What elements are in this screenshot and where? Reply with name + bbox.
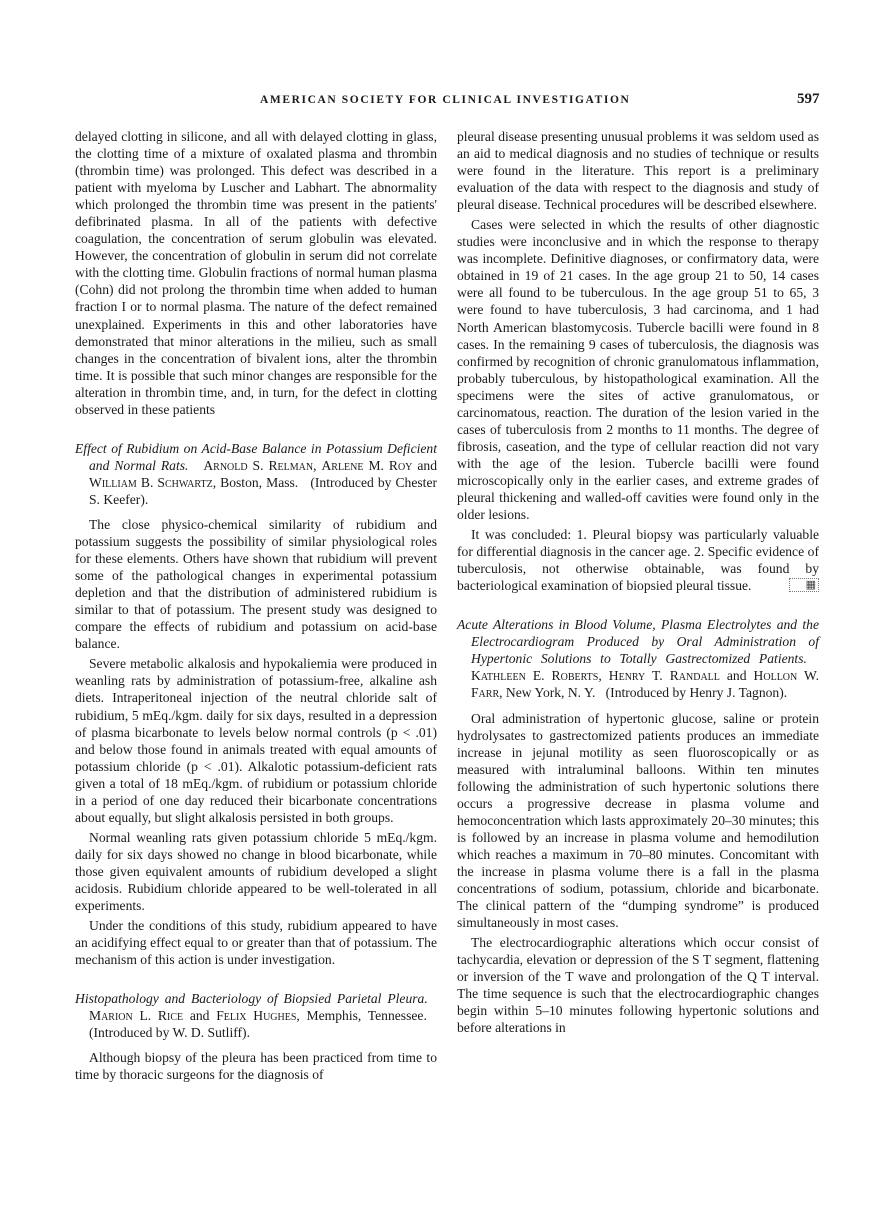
author-location: , New York, N. Y. xyxy=(499,685,596,701)
body-paragraph: The close physico-chemical similarity of rubidium and potassium suggests the possibility of similar physiological roles for these elements. Others have shown that rubidium will prevent some of the pathological changes in experimental potassium depletion and that the distribution of administered rubidium is similar to that of potassium. The present study was designed to compare the effects of rubidium and potassium on acid-base balance. xyxy=(75,516,437,652)
introduced-by: (Introduced by Henry J. Tagnon). xyxy=(605,685,788,701)
introduced-by: (Introduced by W. D. Sutliff). xyxy=(89,1025,250,1041)
article-heading-blood-volume xyxy=(457,616,819,701)
article-title: Acute Alterations in Blood Volume, Plasma Electrolytes and the Electrocardiogram Produced by Oral Administration of Hypertonic Solutions to Totally Gastrectomized Patients. xyxy=(457,617,819,667)
continued-paragraph: pleural disease presenting unusual problems it was seldom used as an aid to medical diagnosis and no studies of technique or results were found in the literature. This report is a preliminary evaluation of the data with respect to the diagnosis and study of pleural disease. Technical procedures will be described elsewhere. xyxy=(457,129,819,213)
author: Hollon W. Farr xyxy=(471,668,819,701)
body-paragraph: Normal weanling rats given potassium chloride 5 mEq./kgm. daily for six days showed no change in blood bicarbonate, while those given equivalent amounts of rubidium developed a slight acidosis. Rubidium chloride appeared to be well-tolerated in all experiments. xyxy=(75,829,437,914)
author: Marion L. Rice xyxy=(89,1008,184,1024)
author-separator: and xyxy=(719,668,754,684)
body-paragraph: Under the conditions of this study, rubidium appeared to have an acidifying effect equal to or greater than that of potassium. The mechanism of this action is under investigation. xyxy=(75,918,437,968)
author-location: , Boston, Mass. xyxy=(212,474,299,490)
body-paragraph: Cases were selected in which the results of other diagnostic studies were inconclusive and in which the response to therapy was incomplete. Definitive diagnoses, or confirmatory data, were obtained in 19 of 21 cases. In the age group 21 to 50, 14 cases were all found to be tuberculous. In the age group 51 to 65, 3 were found to have tuberculosis, 3 had carcinoma, and 1 had North American blastomycosis. Tubercle bacilli were found in 8 cases. In the remaining 9 cases of tuberculosis, the diagnosis was confirmed by recognition of chronic granulomatous inflammation, probably tuberculous, by histopathological examination. All the specimens were the sites of active granulomatous, or carcinomatous, reaction. The duration of the lesion varied in the cases of tuberculosis from 2 months to 11 months. The degree of fibrosis, caseation, and the type of cellular reaction did not vary with the age of the lesion. Tubercle bacilli were found microscopically only in the earlier cases, and extreme grades of pleural thickening and walled-off cavities were found only in the older lesions. xyxy=(457,217,819,523)
article-title: Histopathology and Bacteriology of Biopsied Parietal Pleura. xyxy=(75,991,428,1007)
running-title: AMERICAN SOCIETY FOR CLINICAL INVESTIGATION xyxy=(260,94,631,106)
author: William B. Schwartz xyxy=(89,474,213,490)
body-paragraph xyxy=(457,526,819,594)
conclusion-text: It was concluded: 1. Pleural biopsy was particularly valuable for differential diagnosis in the cancer age. 2. Specific evidence of tuberculosis, not otherwise obtainable, was found by bacteriological examination of biopsied pleural tissue. xyxy=(457,527,819,594)
author: Arnold S. Relman xyxy=(203,457,314,473)
left-column xyxy=(75,128,437,1086)
body-paragraph: The electrocardiographic alterations which occur consist of tachycardia, elevation or depression of the S T segment, flattening or inversion of the T wave and prolongation of the Q T interval. The time sequence is such that the electrocardiographic changes begin within 5–10 minutes following hypertonic solutions and before alterations in xyxy=(457,935,819,1036)
author: Henry T. Randall xyxy=(608,668,720,684)
article-heading-rubidium xyxy=(75,440,437,508)
running-head xyxy=(0,91,880,112)
introduced-by: (Introduced by Chester S. Keefer). xyxy=(89,474,438,507)
author-separator: and xyxy=(412,457,437,473)
page-number: 597 xyxy=(797,91,820,107)
author-separator: and xyxy=(183,1008,217,1024)
body-paragraph: Although biopsy of the pleura has been practiced from time to time by thoracic surgeons for the diagnosis of xyxy=(75,1050,437,1083)
author: Felix Hughes xyxy=(216,1008,297,1024)
author-separator: , xyxy=(313,457,322,473)
author-separator: , xyxy=(598,668,609,684)
right-column xyxy=(457,128,819,1039)
author: Arlene M. Roy xyxy=(321,457,413,473)
author-location: , Memphis, Tennessee. xyxy=(296,1008,427,1024)
end-of-article-mark-icon: ▦ xyxy=(789,578,819,592)
article-heading-pleura xyxy=(75,990,437,1041)
body-paragraph: Severe metabolic alkalosis and hypokaliemia were produced in weanling rats by administration of potassium-free, alkaline ash diets. Intraperitoneal injection of the neutral chloride salt of rubidium, 5 mEq./kgm. daily for six days, resulted in a depression of plasma bicarbonate to levels below normal controls (p < .01) and below those found in animals treated with equal amounts of potassium chloride (p < .01). Alkalotic potassium-deficient rats given a total of 18 mEq./kgm. of rubidium or potassium chloride in a period of one day reduced their bicarbonate concentrations about equally, but slight alkalosis persisted in both groups. xyxy=(75,656,437,825)
body-paragraph: Oral administration of hypertonic glucose, saline or protein hydrolysates to gastrectomized patients produces an immediate increase in jejunal motility as seen fluoroscopically or as measured with intraluminal balloons. Within ten minutes following the administration of such hypertonic solutions there occurs a progressive decrease in plasma volume and hemoconcentration which lasts approximately 20–30 minutes; this is followed by an increase in plasma volume and hemodilution which reaches a maximum in 70–80 minutes. Concomitant with the increase in plasma volume there is a fall in the plasma concentrations of sodium, potassium, chloride and bicarbonate. The clinical pattern of the “dumping syndrome” is produced simultaneously in most cases. xyxy=(457,710,819,931)
continued-paragraph: delayed clotting in silicone, and all with delayed clotting in glass, the clotting time of a mixture of oxalated plasma and thrombin (thrombin time) was prolonged. This defect was described in a patient with myeloma by Luscher and Labhart. The abnormality which prolonged the thrombin time was present in the patients' defibrinated plasma. In all of the patients with defective coagulation, the concentration of serum globulin was elevated. However, the concentration of globulin in serum did not correlate with the clotting time. Globulin fractions of normal human plasma (Cohn) did not prolong the thrombin time when added to human fraction I or to normal plasma. The nature of the defect remained unexplained. Experiments in this and other laboratories have demonstrated that minor alterations in the milieu, such as small changes in the concentration of bivalent ions, alter the thrombin time. It is possible that such minor changes are responsible for the alteration in thrombin time, and, in turn, for the defect in clotting observed in these patients xyxy=(75,129,437,417)
author: Kathleen E. Roberts xyxy=(471,668,599,684)
article-title: Effect of Rubidium on Acid-Base Balance in Potassium Deficient and Normal Rats. xyxy=(75,440,437,473)
